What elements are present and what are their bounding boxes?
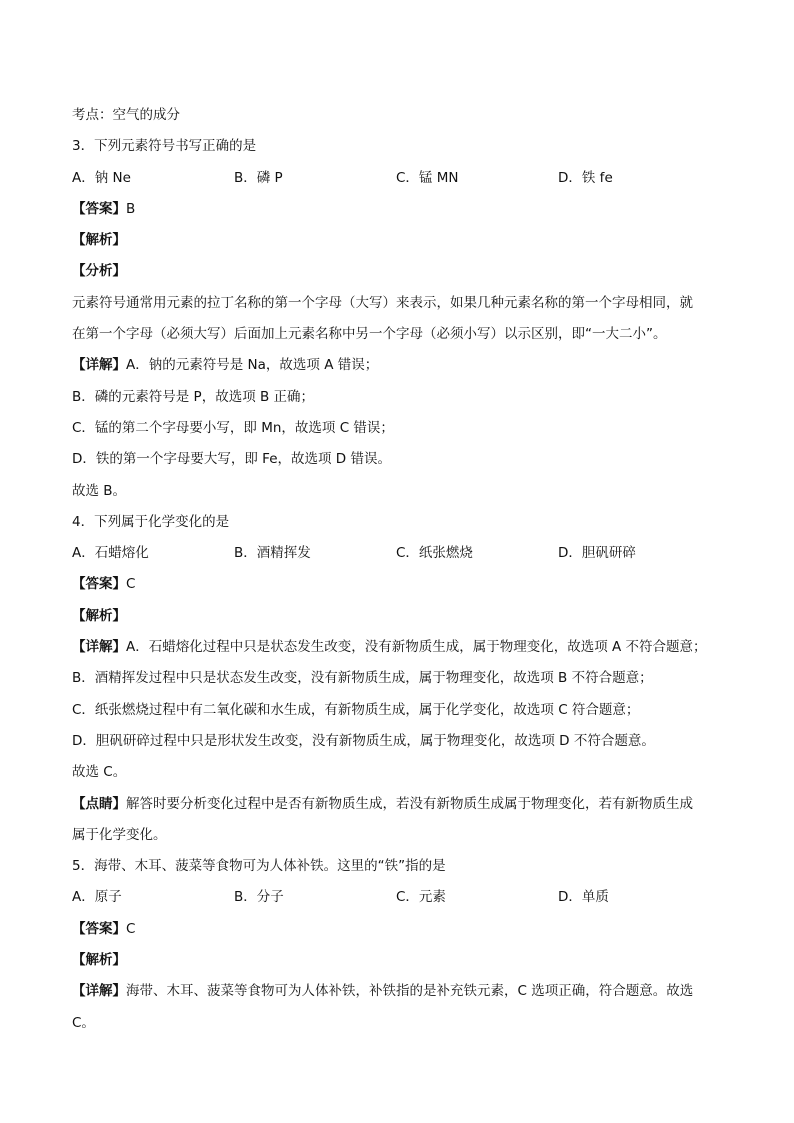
answer-value: B bbox=[126, 200, 136, 217]
q3-fenxi-line-2: 在第一个字母（必须大写）后面加上元素名称中另一个字母（必须小写）以示区别，即“一大二小”。 bbox=[72, 326, 667, 343]
q4-detail-line-3: C．纸张燃烧过程中有二氧化碳和水生成，有新物质生成，属于化学变化，故选项 C 符合题意； bbox=[72, 701, 640, 718]
dianjing-tag: 【点睛】 bbox=[72, 795, 126, 812]
q3-jiexi-tag: 【解析】 bbox=[72, 232, 126, 249]
detail-text: 海带、木耳、菠菜等食物可为人体补铁，补铁指的是补充铁元素，C 选项正确，符合题意。故选 bbox=[126, 983, 694, 1000]
question-5-options bbox=[72, 882, 722, 913]
q5-option-b: B．分子 bbox=[234, 889, 284, 906]
detail-tag: 【详解】 bbox=[72, 639, 126, 656]
kaodian-line: 考点：空气的成分 bbox=[72, 107, 180, 123]
question-4-options bbox=[72, 538, 722, 569]
q4-jiexi-tag: 【解析】 bbox=[72, 607, 126, 624]
q5-jiexi-tag: 【解析】 bbox=[72, 952, 126, 969]
q4-option-a: A．石蜡熔化 bbox=[72, 545, 149, 562]
detail-tag: 【详解】 bbox=[72, 357, 126, 374]
document-page bbox=[72, 100, 722, 1039]
q4-answer bbox=[72, 569, 722, 600]
q4-option-d: D．胆矾研碎 bbox=[558, 545, 636, 562]
q3-fenxi-tag: 【分析】 bbox=[72, 263, 126, 280]
q5-option-d: D．单质 bbox=[558, 889, 609, 906]
q3-detail-line-3: C．锰的第二个字母要小写，即 Mn，故选项 C 错误； bbox=[72, 419, 394, 436]
q4-dianjing-line-1 bbox=[72, 789, 722, 820]
q3-option-d: D．铁 fe bbox=[558, 169, 613, 186]
q3-option-a: A．钠 Ne bbox=[72, 169, 131, 186]
q4-option-c: C．纸张燃烧 bbox=[396, 545, 473, 562]
q5-option-a: A．原子 bbox=[72, 889, 122, 906]
detail-text: A．钠的元素符号是 Na，故选项 A 错误； bbox=[126, 357, 379, 374]
q5-detail-line-1 bbox=[72, 976, 722, 1007]
q3-option-b: B．磷 P bbox=[234, 169, 283, 186]
q3-detail-line-1 bbox=[72, 350, 722, 381]
q4-detail-line-4: D．胆矾研碎过程中只是形状发生改变，没有新物质生成，属于物理变化，故选项 D 不符合题意。 bbox=[72, 732, 655, 749]
answer-value: C bbox=[126, 920, 136, 937]
q3-answer bbox=[72, 194, 722, 225]
q4-detail-line-2: B．酒精挥发过程中只是状态发生改变，没有新物质生成，属于物理变化，故选项 B 不符合题意； bbox=[72, 670, 653, 687]
q3-fenxi-line-1: 元素符号通常用元素的拉丁名称的第一个字母（大写）来表示，如果几种元素名称的第一个字母相同，就 bbox=[72, 294, 693, 311]
dianjing-text: 解答时要分析变化过程中是否有新物质生成，若没有新物质生成属于物理变化，若有新物质生成 bbox=[126, 795, 693, 812]
question-5-stem: 5．海带、木耳、菠菜等食物可为人体补铁。这里的“铁”指的是 bbox=[72, 858, 446, 875]
answer-tag: 【答案】 bbox=[72, 200, 126, 217]
q3-detail-line-2: B．磷的元素符号是 P，故选项 B 正确； bbox=[72, 388, 315, 405]
q4-detail-line-1 bbox=[72, 632, 722, 663]
answer-tag: 【答案】 bbox=[72, 920, 126, 937]
detail-text: A．石蜡熔化过程中只是状态发生改变，没有新物质生成，属于物理变化，故选项 A 不符合题意； bbox=[126, 639, 707, 656]
answer-tag: 【答案】 bbox=[72, 576, 126, 593]
q4-conclusion: 故选 C。 bbox=[72, 764, 127, 781]
q4-option-b: B．酒精挥发 bbox=[234, 545, 311, 562]
question-3-stem: 3．下列元素符号书写正确的是 bbox=[72, 138, 257, 155]
q5-option-c: C．元素 bbox=[396, 889, 446, 906]
question-3-options bbox=[72, 163, 722, 194]
answer-value: C bbox=[126, 576, 136, 593]
q5-answer bbox=[72, 914, 722, 945]
q3-conclusion: 故选 B。 bbox=[72, 482, 127, 499]
q4-dianjing-line-2: 属于化学变化。 bbox=[72, 826, 167, 843]
detail-tag: 【详解】 bbox=[72, 983, 126, 1000]
q3-option-c: C．锰 MN bbox=[396, 169, 459, 186]
question-4-stem: 4．下列属于化学变化的是 bbox=[72, 513, 230, 530]
q3-detail-line-4: D．铁的第一个字母要大写，即 Fe，故选项 D 错误。 bbox=[72, 451, 391, 468]
q5-detail-line-2: C。 bbox=[72, 1014, 95, 1031]
